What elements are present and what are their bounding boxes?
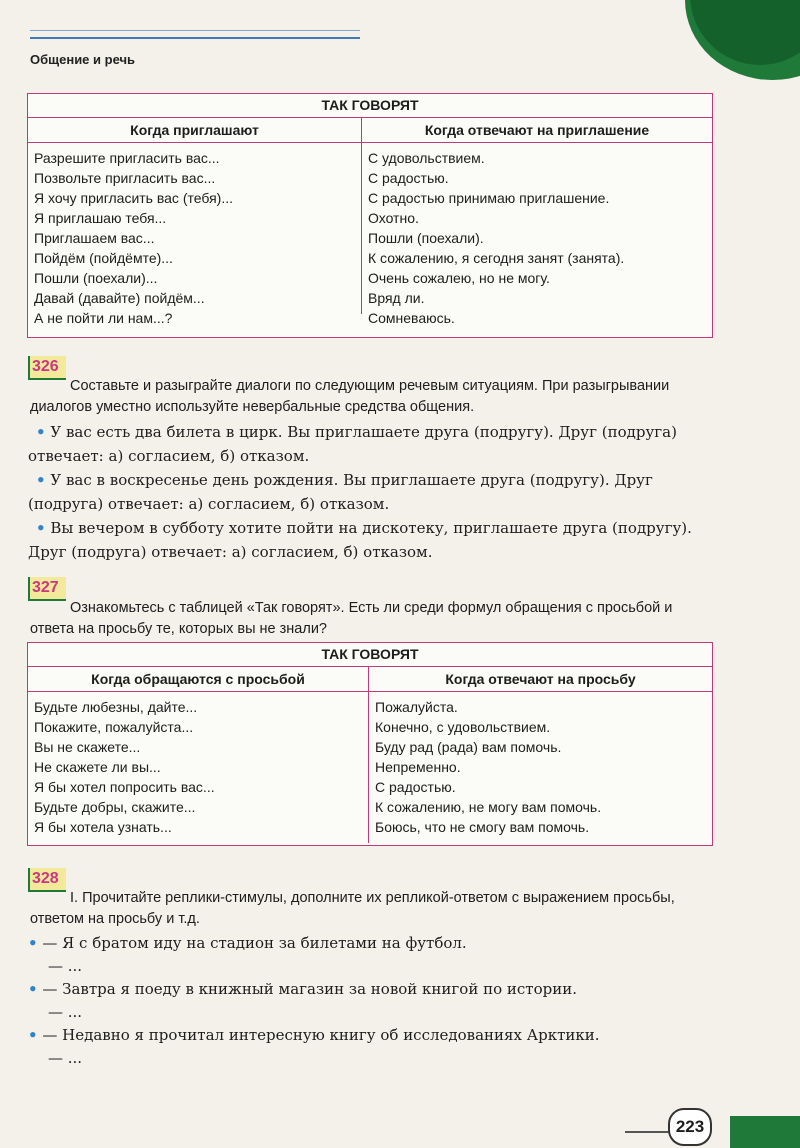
table-cell: Не скажете ли вы... (34, 759, 161, 775)
table-cell: Пошли (поехали). (368, 230, 484, 246)
table-cell: Покажите, пожалуйста... (34, 719, 194, 735)
table-body (28, 692, 712, 843)
table-cell: Я бы хотел попросить вас... (34, 779, 215, 795)
table-column (368, 692, 712, 843)
table-cell: А не пойти ли нам...? (34, 310, 173, 326)
answer-line: — ... (48, 957, 83, 975)
bullet-icon: • (28, 980, 38, 998)
stimulus-line: — Завтра я поеду в книжный магазин за новой книгой по истории. (42, 980, 577, 998)
table-invitations (27, 93, 713, 338)
exercise-instruction: I. Прочитайте реплики-стимулы, дополните их репликой-ответом с выражением просьбы, ответом на просьбу и т.д. (30, 890, 675, 927)
column-header: Когда обращаются с просьбой (91, 671, 305, 687)
list-item (28, 468, 718, 516)
table-header-row (28, 118, 712, 143)
table-requests (27, 642, 713, 846)
list-item (28, 978, 718, 1001)
list-item (28, 516, 718, 564)
table-cell: Вы не скажете... (34, 739, 141, 755)
table-cell: С радостью принимаю приглашение. (368, 190, 610, 206)
table-cell: Я хочу пригласить вас (тебя)... (34, 190, 233, 206)
table-cell: Вряд ли. (368, 290, 425, 306)
bullet-icon: • (36, 519, 46, 537)
table-cell: Сомневаюсь. (368, 310, 455, 326)
bullet-icon: • (36, 423, 46, 441)
table-cell: К сожалению, не могу вам помочь. (375, 799, 602, 815)
answer-line: — ... (48, 1049, 83, 1067)
table-cell: Я бы хотела узнать... (34, 819, 172, 835)
header-rule (30, 30, 360, 39)
stimulus-line: — Я с братом иду на стадион за билетами на футбол. (42, 934, 467, 952)
corner-decoration-bottom (730, 1116, 800, 1148)
table-title: ТАК ГОВОРЯТ (28, 94, 712, 118)
table-cell: Непременно. (375, 759, 461, 775)
table-cell: Буду рад (рада) вам помочь. (375, 739, 562, 755)
exercise-instruction: Ознакомьтесь с таблицей «Так говорят». Есть ли среди формул обращения с просьбой и ответа на просьбу те, которых вы не знали? (30, 600, 673, 637)
table-cell: Охотно. (368, 210, 419, 226)
table-cell: Пожалуйста. (375, 699, 458, 715)
table-column (28, 143, 361, 326)
bullet-text: У вас в воскресенье день рождения. Вы приглашаете друга (подругу). Друг (подруга) отвечает: а) согласием, б) отказом. (28, 471, 653, 513)
table-cell: Давай (давайте) пойдём... (34, 290, 205, 306)
table-cell: Разрешите пригласить вас... (34, 150, 220, 166)
table-column (28, 692, 368, 843)
exercise-text (30, 888, 720, 930)
table-cell: Приглашаем вас... (34, 230, 155, 246)
table-cell: Будьте добры, скажите... (34, 799, 196, 815)
exercise-text (30, 598, 720, 640)
exercise-instruction: Составьте и разыграйте диалоги по следующим речевым ситуациям. При разыгрывании диалогов уместно используйте невербальные средства общения. (30, 378, 670, 415)
table-cell: С радостью. (375, 779, 456, 795)
bullet-icon: • (28, 1026, 38, 1044)
table-cell: С радостью. (368, 170, 449, 186)
table-cell: С удовольствием. (368, 150, 485, 166)
exercise-number: 328 (28, 868, 66, 892)
table-cell: Конечно, с удовольствием. (375, 719, 551, 735)
column-header: Когда отвечают на приглашение (361, 118, 712, 142)
bullet-text: Вы вечером в субботу хотите пойти на дискотеку, приглашаете друга (подругу). Друг (подруга) отвечает: а) согласием, б) отказом. (28, 519, 692, 561)
table-cell: Боюсь, что не смогу вам помочь. (375, 819, 590, 835)
table-cell: Позвольте пригласить вас... (34, 170, 216, 186)
table-cell: К сожалению, я сегодня занят (занята). (368, 250, 625, 266)
page-number: 223 (668, 1108, 712, 1146)
column-header: Когда отвечают на просьбу (368, 667, 712, 691)
list-item (28, 932, 718, 955)
list-item (28, 955, 718, 978)
exercise-bullets (28, 420, 718, 564)
table-header-row (28, 667, 712, 692)
exercise-text (30, 376, 720, 418)
answer-line: — ... (48, 1003, 83, 1021)
table-cell: Очень сожалею, но не могу. (368, 270, 550, 286)
exercise-lines (28, 932, 718, 1070)
table-cell: Пойдём (пойдёмте)... (34, 250, 173, 266)
list-item (28, 1024, 718, 1047)
bullet-text: У вас есть два билета в цирк. Вы приглашаете друга (подругу). Друг (подруга) отвечает: а) согласием, б) отказом. (28, 423, 677, 465)
table-cell: Будьте любезны, дайте... (34, 699, 198, 715)
corner-decoration-inner (690, 0, 800, 65)
bullet-icon: • (28, 934, 38, 952)
exercise-number: 326 (28, 356, 66, 380)
column-header: Когда приглашают (130, 122, 259, 138)
table-body (28, 143, 712, 326)
table-column (361, 143, 712, 326)
table-cell: Пошли (поехали)... (34, 270, 158, 286)
stimulus-line: — Недавно я прочитал интересную книгу об исследованиях Арктики. (42, 1026, 600, 1044)
section-title: Общение и речь (30, 52, 136, 67)
table-cell: Я приглашаю тебя... (34, 210, 167, 226)
exercise-number: 327 (28, 577, 66, 601)
bullet-icon: • (36, 471, 46, 489)
table-title: ТАК ГОВОРЯТ (28, 643, 712, 667)
list-item (28, 420, 718, 468)
list-item (28, 1001, 718, 1024)
list-item (28, 1047, 718, 1070)
